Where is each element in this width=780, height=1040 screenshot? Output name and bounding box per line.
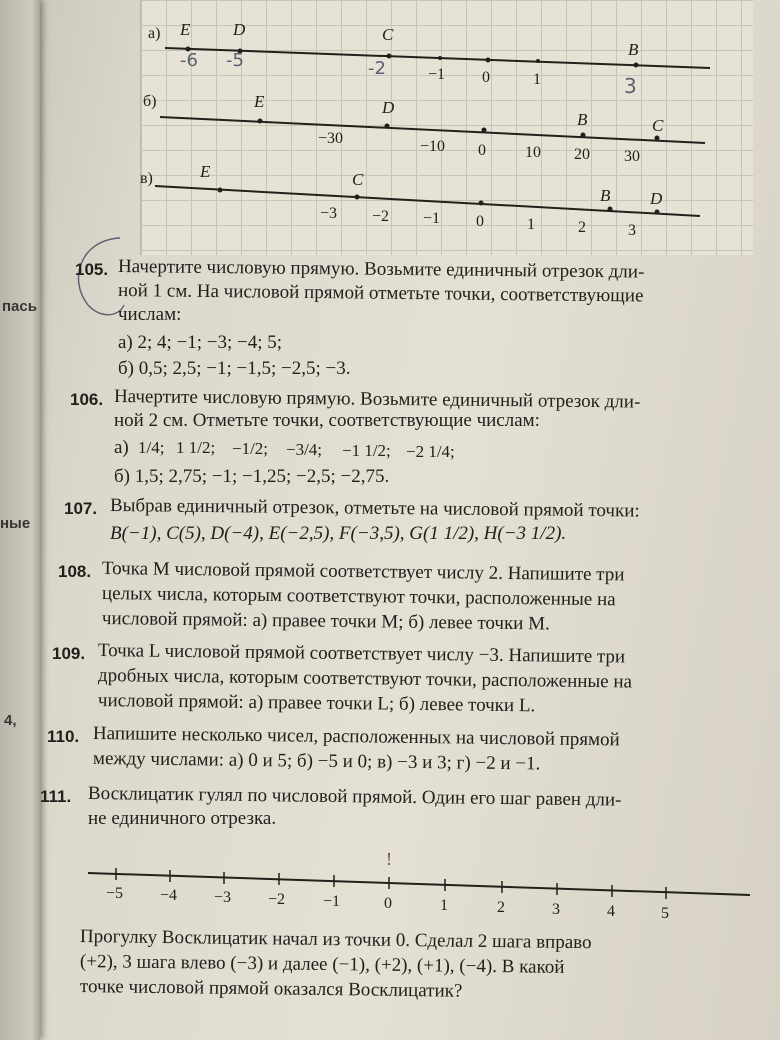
tick-label: −5 <box>106 885 124 902</box>
tick-label: −3 <box>320 205 338 222</box>
point-label: D <box>650 189 663 208</box>
exercise-text: ной 1 см. На числовой прямой отметьте точки, соответствующие <box>117 280 644 307</box>
exercise-option-a: а) 2; 4; −1; −3; −4; 5; <box>118 332 283 353</box>
exercise-text: не единичного отрезка. <box>88 808 277 829</box>
exercise-text: Точка M числовой прямой соответствует числу 2. Напишите три <box>101 558 625 586</box>
point-label: C <box>652 116 664 135</box>
exercise-text: целых числа, которым соответствуют точки, расположенные на <box>101 583 616 611</box>
handwritten-answer: 3 <box>624 74 637 98</box>
point-label: D <box>233 20 246 39</box>
exercise-text: числам: <box>118 304 182 325</box>
exercise-text: Восклицатик гулял по числовой прямой. Один его шаг равен дли- <box>87 783 622 811</box>
point-label: C <box>382 25 394 44</box>
exercise-number: 106. <box>70 390 104 409</box>
tick-label: 20 <box>574 146 590 163</box>
tick-label: −2 <box>372 208 390 225</box>
exercise-text: числовой прямой: а) правее точки L; б) левее точки L. <box>97 690 536 717</box>
point-label: E <box>180 20 191 39</box>
tick-label: 1 <box>440 897 448 914</box>
exercise-number: 111. <box>40 787 72 806</box>
exercise-text: числовой прямой: а) правее точки M; б) левее точки M. <box>101 608 550 635</box>
exercise-number: 108. <box>58 562 92 581</box>
tick-label: −30 <box>318 130 344 147</box>
tick-label: 0 <box>476 213 484 230</box>
line-label: в) <box>140 170 153 187</box>
tick-label: 3 <box>628 222 636 239</box>
tick-label: 30 <box>624 148 640 165</box>
point-label: E <box>254 92 265 111</box>
exercise-number: 105. <box>75 260 109 279</box>
tick-label: −3 <box>214 889 232 906</box>
margin-fragment: ные <box>0 515 31 532</box>
exercise-text: точке числовой прямой оказался Восклицатик? <box>79 976 463 1002</box>
exercise-number: 107. <box>64 499 98 518</box>
tick-label: −1 <box>428 66 446 83</box>
exercise-option-b: б) 0,5; 2,5; −1; −1,5; −2,5; −3. <box>118 358 351 379</box>
exercise-text: (+2), 3 шага влево (−3) и далее (−1), (+2), (+1), (−4). В какой <box>79 951 565 978</box>
fraction-value: 1/4; <box>138 438 165 457</box>
exercise-text: Точка L числовой прямой соответствует числу −3. Напишите три <box>97 640 626 668</box>
tick-label: 3 <box>552 901 560 918</box>
exercise-option-a-label: а) <box>114 437 129 458</box>
point-label: C <box>352 170 364 189</box>
handwritten-answer: -6 <box>180 50 198 71</box>
tick-label: 0 <box>482 69 490 86</box>
exercise-text: Начертите числовую прямую. Возьмите единичный отрезок дли- <box>113 386 641 413</box>
tick-label: 10 <box>525 144 541 161</box>
number-line-111 <box>88 873 750 895</box>
tick-label: −4 <box>160 887 178 904</box>
exercise-points: B(−1), C(5), D(−4), E(−2,5), F(−3,5), G(1 1/2), H(−3 1/2). <box>110 523 567 544</box>
margin-fragment: пась <box>2 298 37 315</box>
point-label: B <box>600 186 611 205</box>
tick-label: 1 <box>527 216 535 233</box>
tick-label: 2 <box>578 219 586 236</box>
tick-label: −1 <box>423 210 441 227</box>
point-label: B <box>628 40 639 59</box>
tick-label: 0 <box>384 895 392 912</box>
exercise-text: дробных числа, которым соответствуют точки, расположенные на <box>97 665 633 693</box>
handwritten-answer: -2 <box>368 58 386 79</box>
exercise-option-b: б) 1,5; 2,75; −1; −1,25; −2,5; −2,75. <box>114 466 390 487</box>
fraction-value: −3/4; <box>286 440 323 459</box>
tick-label: 0 <box>478 142 486 159</box>
walker-marker: ! <box>386 849 392 869</box>
point-label: D <box>382 98 395 117</box>
tick-label: −2 <box>268 891 286 908</box>
fraction-value: −1 1/2; <box>342 441 391 460</box>
fraction-value: −1/2; <box>232 439 269 458</box>
handwritten-answer: -5 <box>226 50 244 71</box>
exercise-number: 110. <box>47 727 80 746</box>
exercise-text: Выбрав единичный отрезок, отметьте на числовой прямой точки: <box>109 495 640 522</box>
exercise-number: 109. <box>52 644 86 663</box>
exercise-text: Напишите несколько чисел, расположенных на числовой прямой <box>92 723 620 751</box>
exercise-text: ной 2 см. Отметьте точки, соответствующие числам: <box>114 410 540 431</box>
point-label: B <box>577 110 588 129</box>
exercise-text: Начертите числовую прямую. Возьмите единичный отрезок дли- <box>117 256 645 283</box>
exercise-text: Прогулку Восклицатик начал из точки 0. Сделал 2 шага вправо <box>79 926 592 954</box>
exercise-text: между числами: а) 0 и 5; б) −5 и 0; в) −3 и 3; г) −2 и −1. <box>92 748 541 775</box>
fraction-value: −2 1/4; <box>406 442 455 461</box>
tick-label: 4 <box>607 903 615 920</box>
point-label: E <box>200 162 211 181</box>
margin-fragment: 4, <box>4 712 17 729</box>
tick-label: 2 <box>497 899 505 916</box>
fraction-value: 1 1/2; <box>176 438 216 457</box>
line-label: а) <box>148 25 161 42</box>
tick-label: −10 <box>420 138 446 155</box>
tick-label: 5 <box>661 905 669 922</box>
tick-label: 1 <box>533 71 541 88</box>
line-label: б) <box>143 93 157 110</box>
tick-label: −1 <box>323 893 341 910</box>
